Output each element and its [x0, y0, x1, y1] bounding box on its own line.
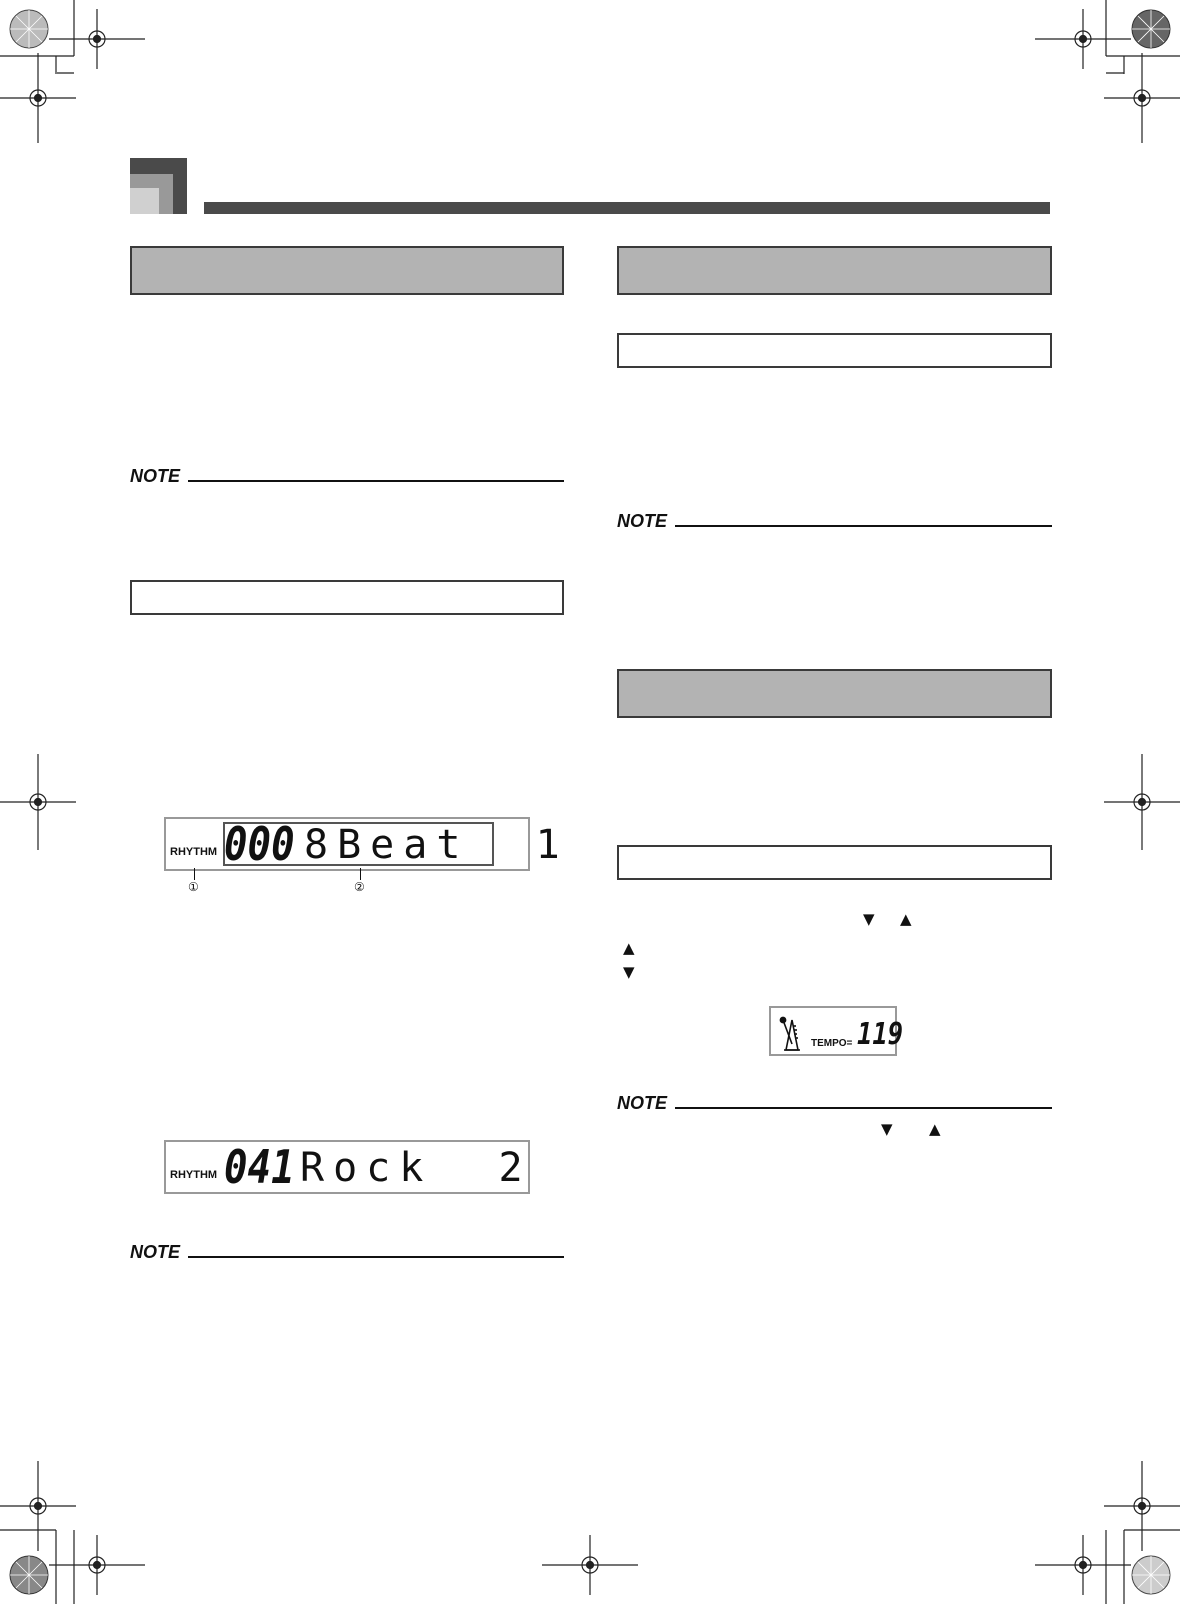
note-right-1: [617, 511, 1052, 535]
lcd-rhythm-display-1: [164, 817, 569, 871]
down-arrow-icon: ▼: [881, 1120, 893, 1138]
lcd-tempo-display: [769, 1006, 904, 1056]
metronome-icon: [777, 1012, 807, 1052]
section-heading-box-right-2: [617, 669, 1052, 718]
rhythm-number: 041: [224, 1140, 295, 1194]
note-left-1: [130, 466, 564, 490]
down-arrow-icon: ▼: [863, 910, 875, 928]
note-left-2: [130, 1242, 564, 1266]
note-label: NOTE: [617, 1093, 668, 1113]
step-box-right-2: [617, 845, 1052, 880]
note-rule: [188, 480, 564, 482]
step-box-left-1: [130, 580, 564, 615]
note-label: NOTE: [130, 1242, 181, 1262]
step-box-right-1: [617, 333, 1052, 368]
note-rule: [675, 525, 1052, 527]
note-label: NOTE: [617, 511, 668, 531]
down-arrow-icon: ▼: [623, 963, 635, 981]
section-heading-box-left-1: [130, 246, 564, 295]
lcd-rhythm-display-2: [164, 1140, 530, 1194]
chapter-header: [130, 158, 1060, 216]
up-arrow-icon: ▲: [900, 910, 912, 928]
note-rule: [188, 1256, 564, 1258]
callout-line-1: [194, 868, 195, 880]
note-rule: [675, 1107, 1052, 1109]
rhythm-indicator: RHYTHM: [170, 846, 218, 858]
note-label: NOTE: [130, 466, 181, 486]
callout-1: ①: [188, 880, 199, 894]
note-right-2: [617, 1093, 1052, 1117]
rhythm-name: 8Beat 1: [304, 822, 569, 868]
up-arrow-icon: ▲: [929, 1120, 941, 1138]
callout-line-2: [360, 868, 361, 880]
section-heading-box-right-1: [617, 246, 1052, 295]
callout-2: ②: [354, 880, 365, 894]
header-rule: [204, 202, 1050, 214]
rhythm-indicator: RHYTHM: [170, 1169, 218, 1181]
rhythm-number: 000: [224, 817, 295, 871]
tempo-value: 119: [857, 1017, 904, 1052]
rhythm-name: Rock 2: [300, 1145, 532, 1191]
tempo-label: TEMPO=: [811, 1038, 853, 1049]
header-square-light: [130, 188, 159, 214]
up-arrow-icon: ▲: [623, 939, 635, 957]
